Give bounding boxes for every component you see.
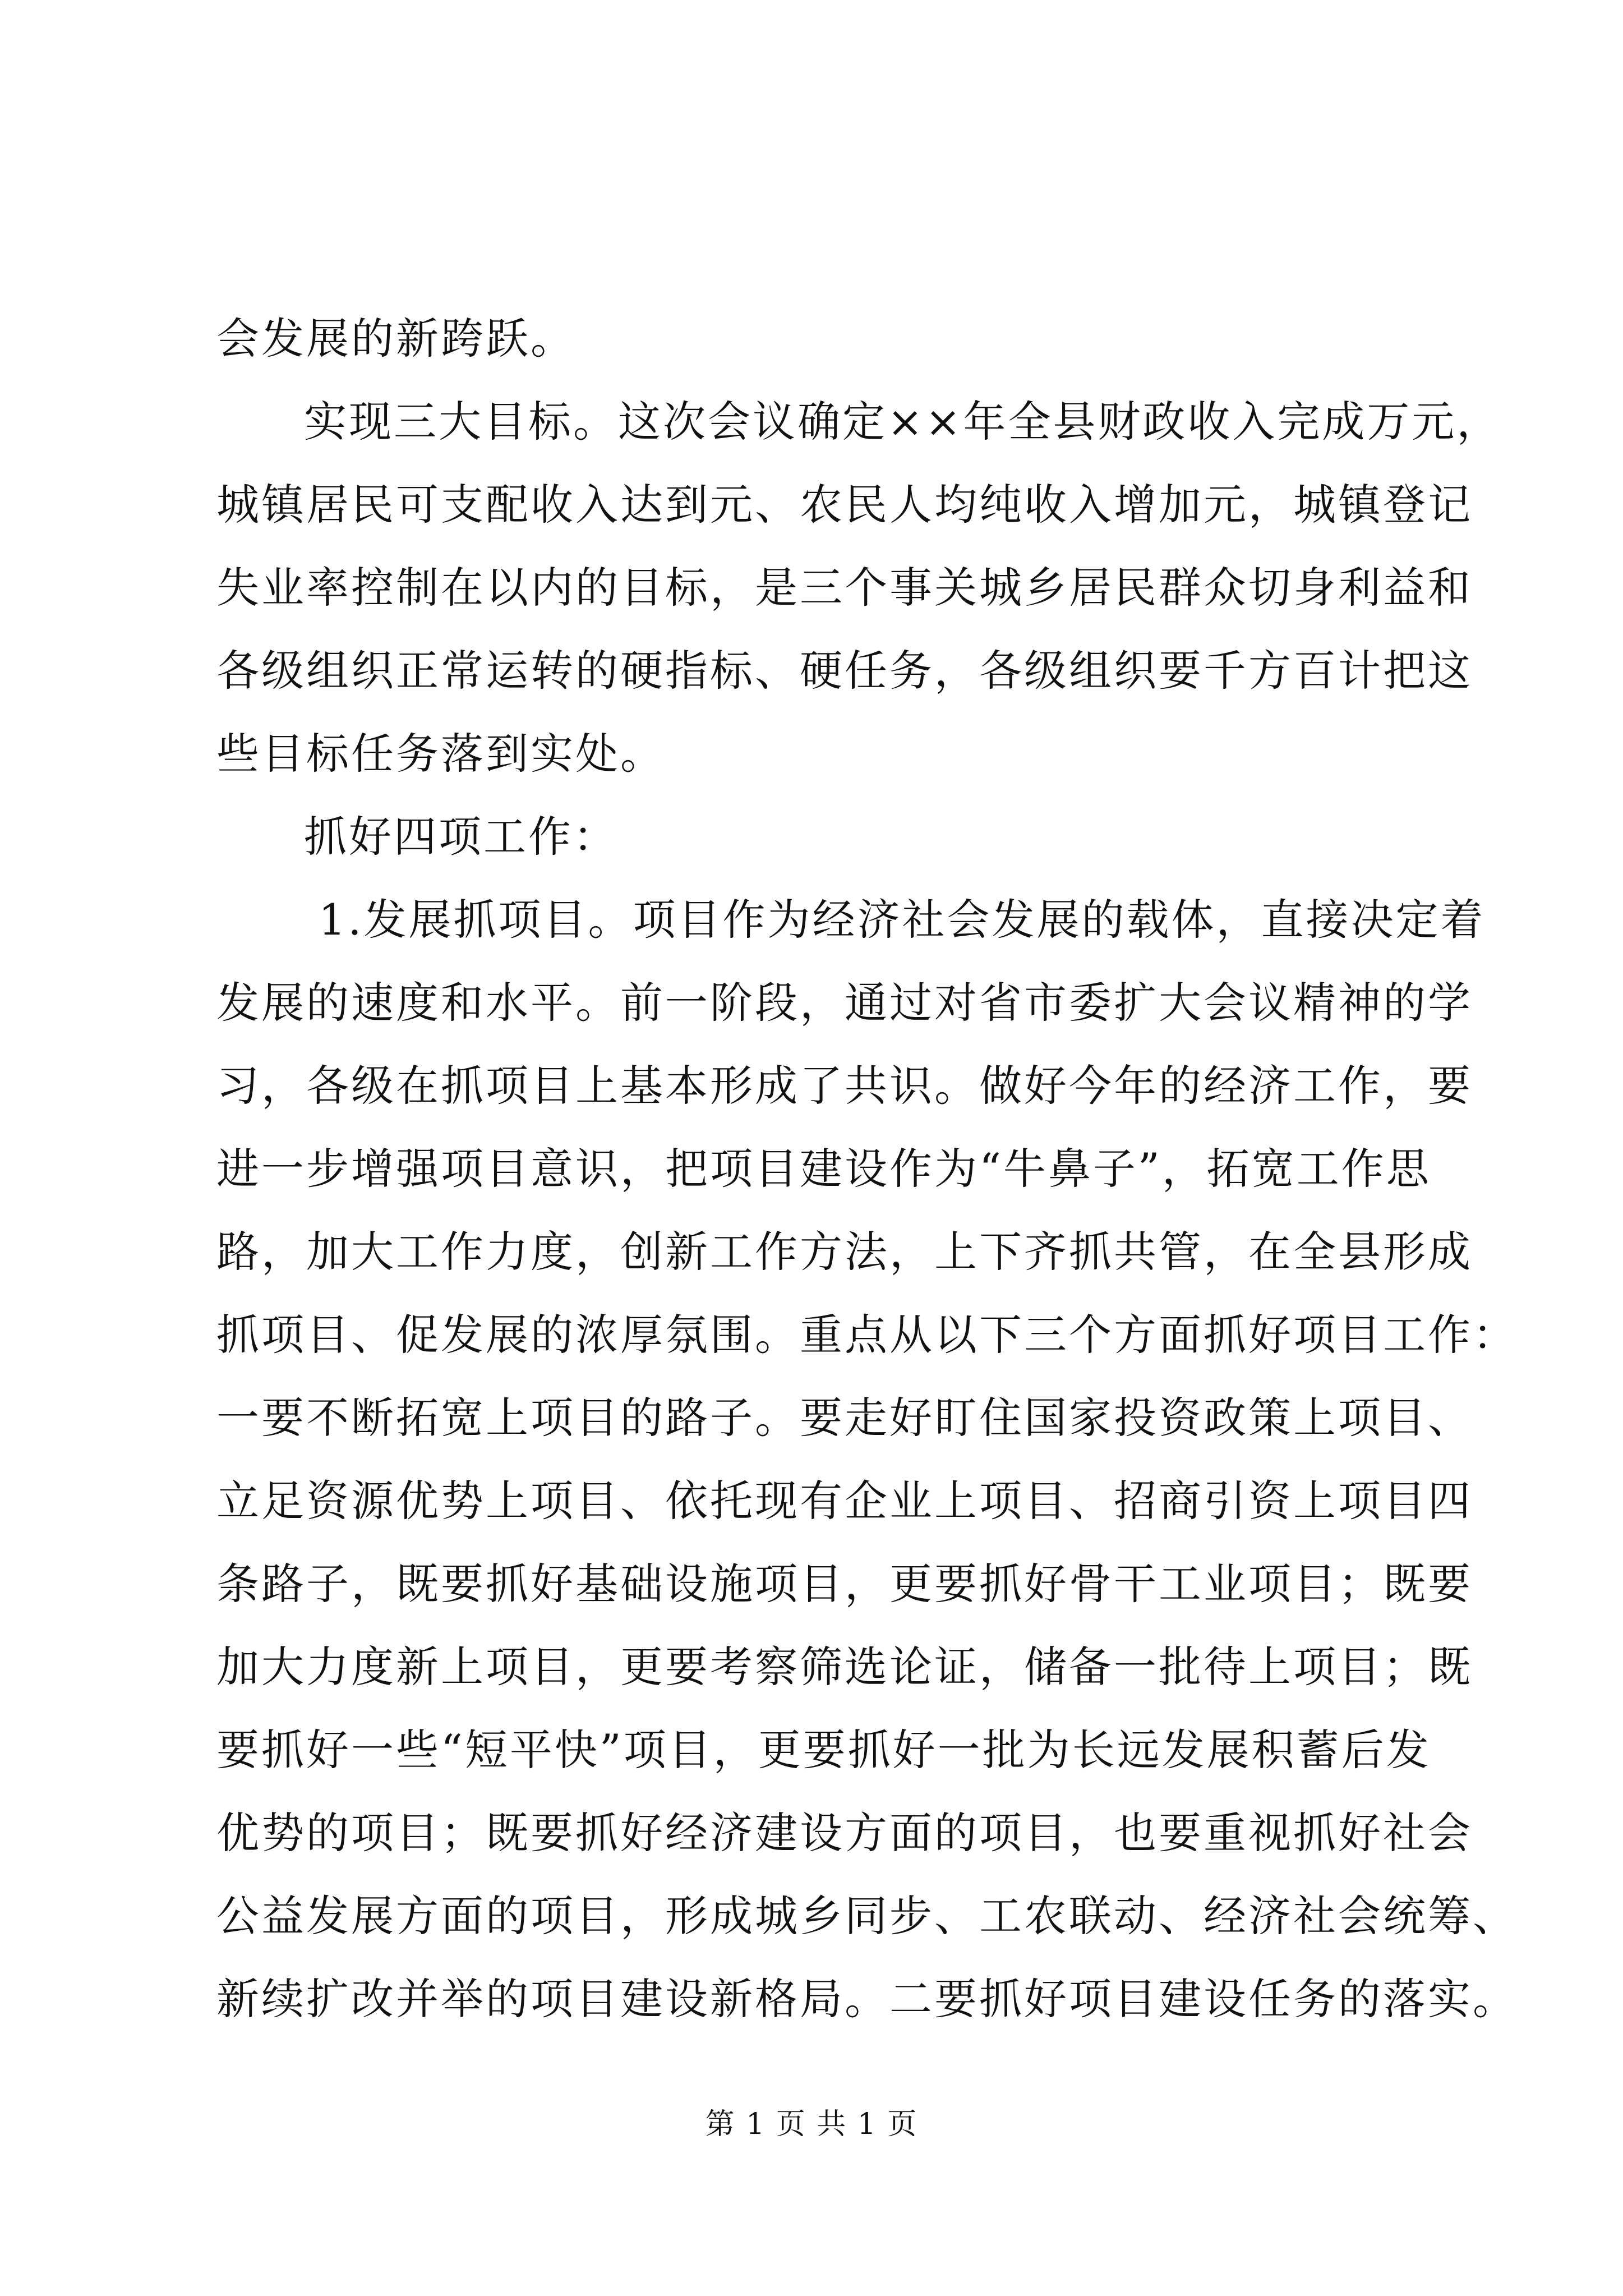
page-footer [0,2105,1623,2144]
text-line: 会发展的新跨跃。 [216,314,575,364]
text-line: 城镇居民可支配收入达到元、农民人均纯收入增加元，城镇登记 [216,480,1473,530]
text-line: 抓项目、促发展的浓厚氛围。重点从以下三个方面抓好项目工作： [216,1310,1518,1360]
text-line: 1.发展抓项目。项目作为经济社会发展的载体，直接决定着 [319,895,1486,945]
text-line: 路，加大工作力度，创新工作方法，上下齐抓共管，在全县形成 [216,1227,1473,1277]
text-line: 实现三大目标。这次会议确定××年全县财政收入完成万元， [304,397,1502,447]
text-line: 要抓好一些“短平快”项目，更要抓好一批为长远发展积蓄后发 [216,1725,1431,1775]
text-line: 发展的速度和水平。前一阶段，通过对省市委扩大会议精神的学 [216,978,1473,1028]
text-line: 加大力度新上项目，更要考察筛选论证，储备一批待上项目；既 [216,1642,1473,1692]
text-line: 进一步增强项目意识，把项目建设作为“牛鼻子”，拓宽工作思 [216,1144,1431,1194]
text-line: 失业率控制在以内的目标，是三个事关城乡居民群众切身利益和 [216,563,1473,613]
text-line: 一要不断拓宽上项目的路子。要走好盯住国家投资政策上项目、 [216,1393,1473,1443]
text-line: 公益发展方面的项目，形成城乡同步、工农联动、经济社会统筹、 [216,1891,1518,1941]
text-line: 新续扩改并举的项目建设新格局。二要抓好项目建设任务的落实。 [216,1974,1518,2024]
text-line: 各级组织正常运转的硬指标、硬任务，各级组织要千方百计把这 [216,646,1473,696]
document-body [216,297,1518,2041]
text-line: 条路子，既要抓好基础设施项目，更要抓好骨干工业项目；既要 [216,1559,1473,1609]
page-number: 第 1 页 共 1 页 [705,2108,918,2141]
text-line: 优势的项目；既要抓好经济建设方面的项目，也要重视抓好社会 [216,1808,1473,1858]
text-line: 些目标任务落到实处。 [216,729,665,779]
text-line: 习，各级在抓项目上基本形成了共识。做好今年的经济工作，要 [216,1061,1473,1111]
text-line: 抓好四项工作： [304,812,618,862]
text-line: 立足资源优势上项目、依托现有企业上项目、招商引资上项目四 [216,1476,1473,1526]
